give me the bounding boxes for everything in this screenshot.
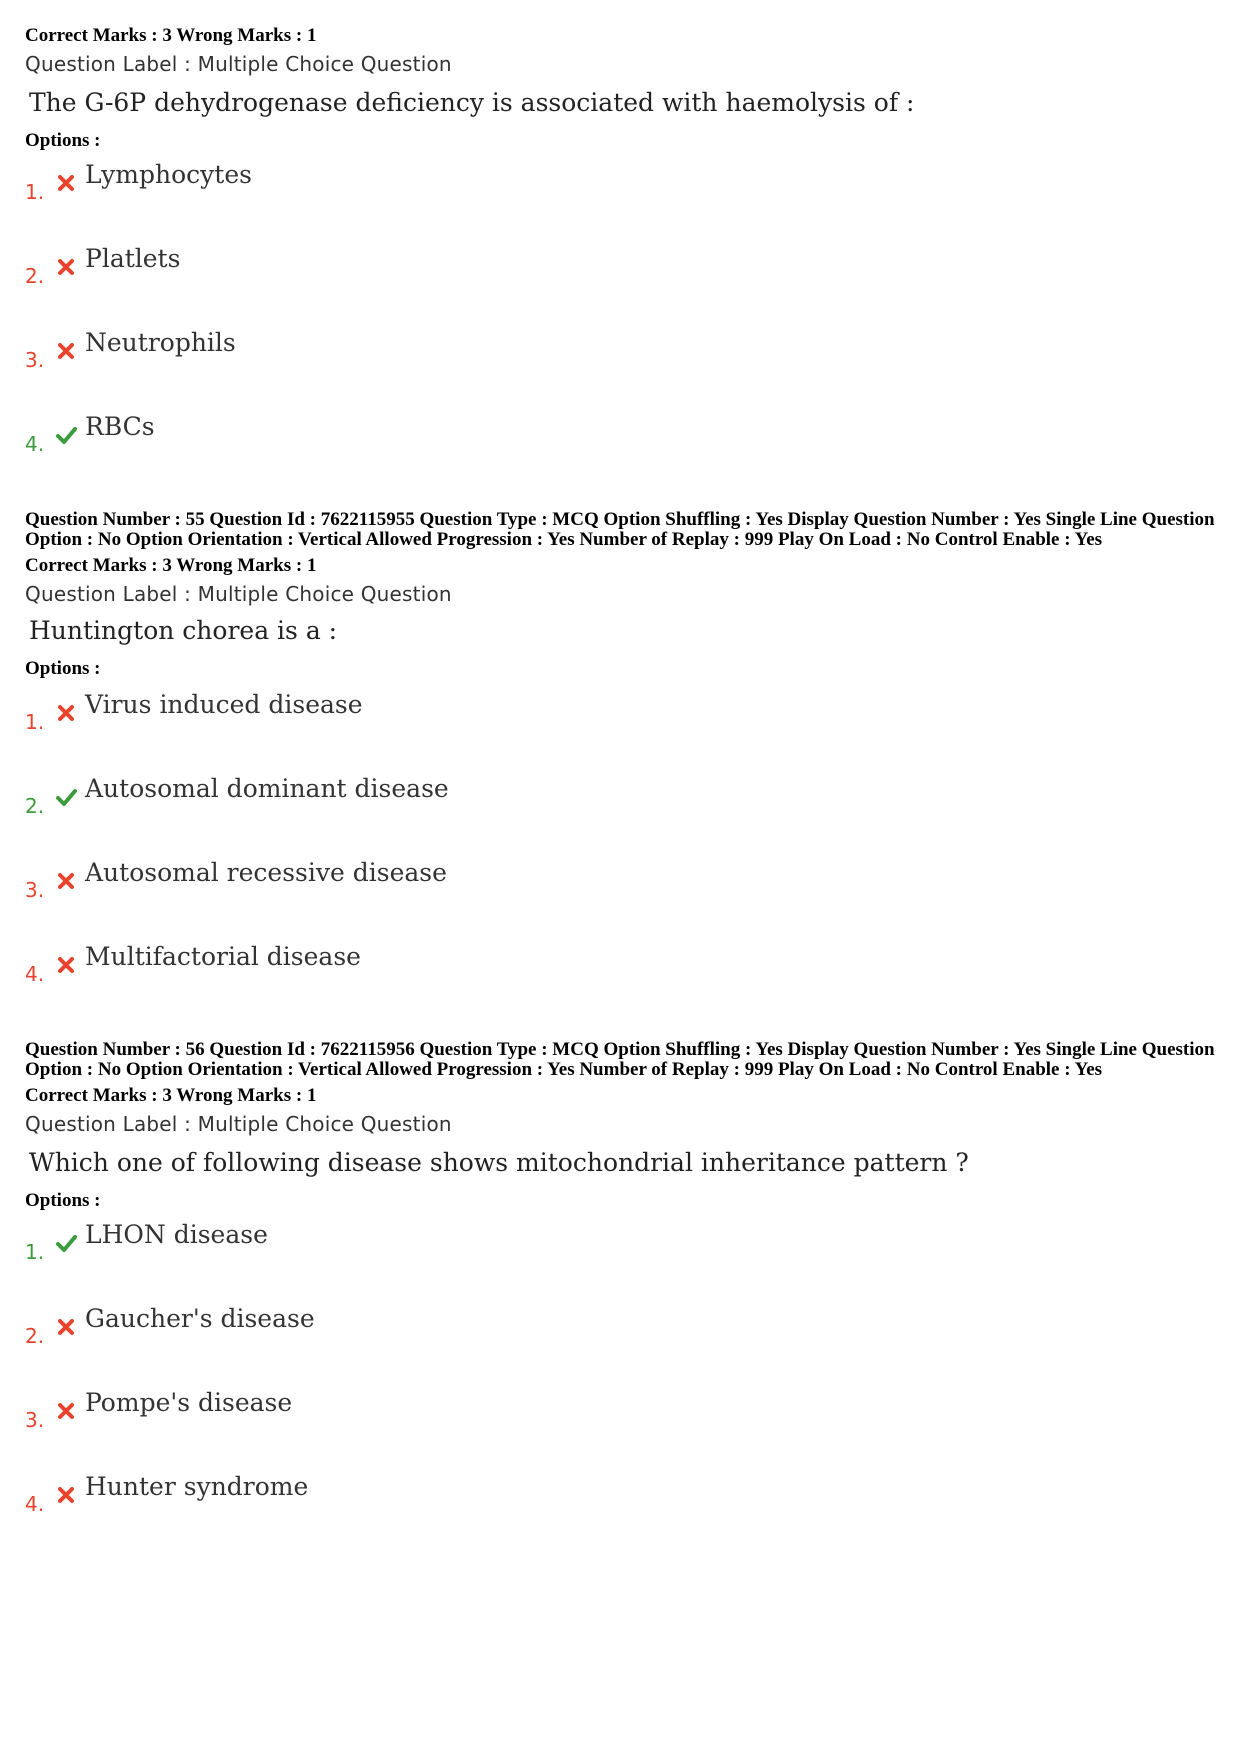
option-item[interactable] bbox=[25, 242, 1215, 326]
cross-icon bbox=[55, 702, 77, 724]
option-number: 1. bbox=[25, 710, 45, 734]
option-text: RBCs bbox=[85, 412, 155, 441]
question-label: Question Label : Multiple Choice Question bbox=[25, 1112, 452, 1136]
options-header: Options : bbox=[25, 658, 101, 679]
cross-icon bbox=[55, 954, 77, 976]
option-number: 3. bbox=[25, 878, 45, 902]
options-list bbox=[25, 1218, 1215, 1554]
option-text: Autosomal recessive disease bbox=[85, 858, 447, 887]
option-text: Autosomal dominant disease bbox=[85, 774, 449, 803]
option-number: 2. bbox=[25, 794, 45, 818]
question-meta: Question Number : 55 Question Id : 7622115955 Question Type : MCQ Option Shuffling : Yes Display Question Number : Yes Single Line Question Option : No Option Orientation : Vertical Allowed Progression : Yes Number of Replay : 999 Play On Load : No Control Enable : Yes bbox=[25, 509, 1215, 550]
option-text: Multifactorial disease bbox=[85, 942, 361, 971]
marks-line: Correct Marks : 3 Wrong Marks : 1 bbox=[25, 1085, 317, 1106]
question-text: Huntington chorea is a : bbox=[29, 616, 338, 645]
question-label: Question Label : Multiple Choice Question bbox=[25, 582, 452, 606]
question-text: Which one of following disease shows mitochondrial inheritance pattern ? bbox=[29, 1148, 969, 1177]
option-number: 1. bbox=[25, 1240, 45, 1264]
question-paper bbox=[25, 26, 1215, 1554]
option-item[interactable] bbox=[25, 326, 1215, 410]
option-number: 1. bbox=[25, 180, 45, 204]
option-number: 4. bbox=[25, 1492, 45, 1516]
option-item[interactable] bbox=[25, 158, 1215, 242]
options-list bbox=[25, 688, 1215, 1024]
marks-line: Correct Marks : 3 Wrong Marks : 1 bbox=[25, 555, 317, 576]
cross-icon bbox=[55, 1484, 77, 1506]
options-header: Options : bbox=[25, 130, 101, 151]
option-item[interactable] bbox=[25, 1386, 1215, 1470]
options-header: Options : bbox=[25, 1190, 101, 1211]
cross-icon bbox=[55, 256, 77, 278]
option-text: Pompe's disease bbox=[85, 1388, 293, 1417]
option-number: 3. bbox=[25, 348, 45, 372]
option-text: Hunter syndrome bbox=[85, 1472, 309, 1501]
option-text: LHON disease bbox=[85, 1220, 268, 1249]
question-block-55 bbox=[25, 510, 1215, 1024]
option-item[interactable] bbox=[25, 688, 1215, 772]
option-item[interactable] bbox=[25, 1218, 1215, 1302]
options-list bbox=[25, 158, 1215, 494]
marks-line: Correct Marks : 3 Wrong Marks : 1 bbox=[25, 25, 317, 46]
question-text: The G-6P dehydrogenase deficiency is associated with haemolysis of : bbox=[29, 88, 915, 117]
question-label: Question Label : Multiple Choice Question bbox=[25, 52, 452, 76]
option-item[interactable] bbox=[25, 410, 1215, 494]
option-item[interactable] bbox=[25, 940, 1215, 1024]
option-item[interactable] bbox=[25, 772, 1215, 856]
option-text: Platlets bbox=[85, 244, 181, 273]
option-item[interactable] bbox=[25, 1470, 1215, 1554]
check-icon bbox=[55, 424, 77, 446]
check-icon bbox=[55, 786, 77, 808]
cross-icon bbox=[55, 1400, 77, 1422]
check-icon bbox=[55, 1232, 77, 1254]
cross-icon bbox=[55, 172, 77, 194]
question-block-54 bbox=[25, 26, 1215, 494]
option-number: 4. bbox=[25, 962, 45, 986]
cross-icon bbox=[55, 1316, 77, 1338]
option-text: Neutrophils bbox=[85, 328, 236, 357]
option-number: 2. bbox=[25, 264, 45, 288]
cross-icon bbox=[55, 870, 77, 892]
option-number: 2. bbox=[25, 1324, 45, 1348]
cross-icon bbox=[55, 340, 77, 362]
option-number: 3. bbox=[25, 1408, 45, 1432]
option-number: 4. bbox=[25, 432, 45, 456]
option-text: Lymphocytes bbox=[85, 160, 252, 189]
question-block-56 bbox=[25, 1040, 1215, 1554]
option-item[interactable] bbox=[25, 1302, 1215, 1386]
option-item[interactable] bbox=[25, 856, 1215, 940]
option-text: Virus induced disease bbox=[85, 690, 363, 719]
question-meta: Question Number : 56 Question Id : 7622115956 Question Type : MCQ Option Shuffling : Yes Display Question Number : Yes Single Line Question Option : No Option Orientation : Vertical Allowed Progression : Yes Number of Replay : 999 Play On Load : No Control Enable : Yes bbox=[25, 1039, 1215, 1080]
option-text: Gaucher's disease bbox=[85, 1304, 315, 1333]
